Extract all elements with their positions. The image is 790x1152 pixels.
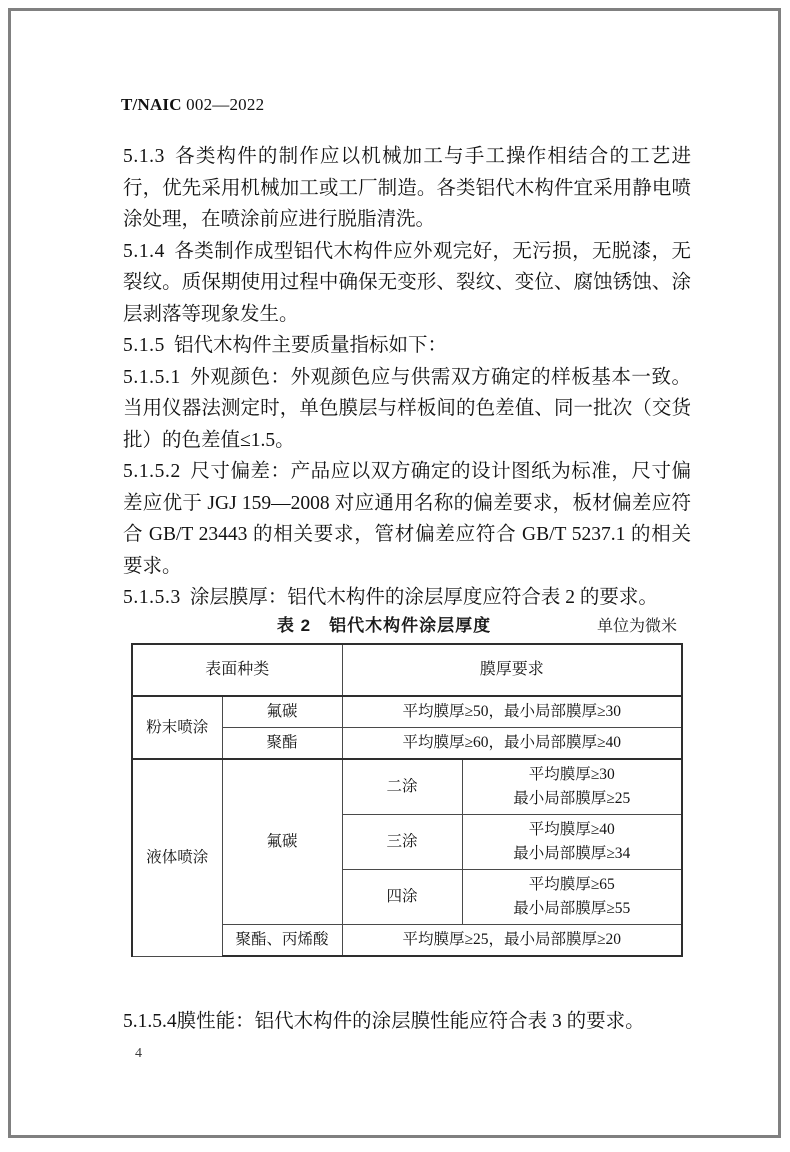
cell-coat: 四涂 [342, 870, 462, 925]
cell-category-powder: 粉末喷涂 [132, 696, 222, 759]
cell-requirement [462, 815, 682, 870]
cell-requirement-min: 最小局部膜厚≥25 [513, 790, 631, 807]
section-number: 5.1.5.2 [123, 461, 181, 482]
cell-requirement: 平均膜厚≥50，最小局部膜厚≥30 [342, 696, 682, 728]
section-paragraph [123, 1006, 691, 1038]
table-caption: 表 2 铝代木构件涂层厚度 [276, 616, 492, 635]
section-text: 尺寸偏差：产品应以双方确定的设计图纸为标准，尺寸偏差应优于 JGJ 159—2008 对应通用名称的偏差要求，板材偏差应符合 GB/T 23443 的相关要求，管材偏差应符合 GB/T 5237.1 的相关要求。 [123, 461, 691, 577]
header-surface-type: 表面种类 [132, 644, 342, 696]
section-paragraph [123, 330, 691, 362]
section-text: 外观颜色：外观颜色应与供需双方确定的样板基本一致。当用仪器法测定时，单色膜层与样板间的色差值、同一批次（交货批）的色差值≤1.5。 [123, 366, 691, 451]
cell-requirement-avg: 平均膜厚≥40 [528, 821, 615, 838]
cell-subcategory: 聚酯 [222, 728, 342, 760]
section-number: 5.1.3 [123, 146, 165, 167]
cell-requirement [462, 759, 682, 815]
section-paragraph [123, 236, 691, 331]
section-text: 膜性能：铝代木构件的涂层膜性能应符合表 3 的要求。 [176, 1011, 645, 1032]
doc-number: 002—2022 [181, 95, 265, 114]
section-text: 各类制作成型铝代木构件应外观完好，无污损，无脱漆，无裂纹。质保期使用过程中确保无变形、裂纹、变位、腐蚀锈蚀、涂层剥落等现象发生。 [123, 240, 691, 325]
table-unit-note: 单位为微米 [596, 618, 677, 635]
body-text-column [123, 141, 691, 614]
cell-subcategory: 氟碳 [222, 759, 342, 925]
section-number: 5.1.5.4 [123, 1011, 177, 1032]
standard-code: T/NAIC [121, 95, 182, 114]
section-number: 5.1.5.3 [123, 587, 181, 608]
table-row [132, 696, 682, 728]
section-number: 5.1.4 [123, 240, 165, 262]
cell-requirement-min: 最小局部膜厚≥55 [513, 900, 631, 917]
section-text: 涂层膜厚：铝代木构件的涂层厚度应符合表 2 的要求。 [189, 587, 658, 608]
section-text: 各类构件的制作应以机械加工与手工操作相结合的工艺进行，优先采用机械加工或工厂制造。各类铝代木构件宜采用静电喷涂处理，在喷涂前应进行脱脂清洗。 [123, 146, 691, 230]
cell-requirement-avg: 平均膜厚≥65 [528, 876, 615, 893]
header-thickness-requirement: 膜厚要求 [342, 644, 682, 696]
table-row [132, 759, 682, 815]
page-content [11, 11, 778, 1135]
section-paragraph [123, 582, 691, 614]
cell-requirement-avg: 平均膜厚≥30 [528, 766, 615, 783]
page-number: 4 [135, 1046, 142, 1061]
coating-thickness-table [131, 643, 683, 957]
table-caption-row [131, 611, 681, 636]
cell-requirement: 平均膜厚≥60，最小局部膜厚≥40 [342, 728, 682, 760]
cell-subcategory: 聚酯、丙烯酸 [222, 925, 342, 957]
section-paragraph [123, 362, 691, 457]
table-header-row [132, 644, 682, 696]
cell-requirement-min: 最小局部膜厚≥34 [513, 845, 631, 862]
running-head [121, 95, 264, 115]
section-paragraph [123, 141, 691, 236]
page-border [8, 8, 781, 1138]
section-number: 5.1.5.1 [123, 366, 181, 388]
section-text: 铝代木构件主要质量指标如下： [174, 335, 448, 356]
cell-category-liquid: 液体喷涂 [132, 759, 222, 956]
cell-requirement [462, 870, 682, 925]
cell-subcategory: 氟碳 [222, 696, 342, 728]
cell-coat: 三涂 [342, 815, 462, 870]
section-paragraph [123, 456, 691, 582]
cell-coat: 二涂 [342, 759, 462, 815]
cell-requirement: 平均膜厚≥25，最小局部膜厚≥20 [342, 925, 682, 957]
section-number: 5.1.5 [123, 335, 165, 356]
